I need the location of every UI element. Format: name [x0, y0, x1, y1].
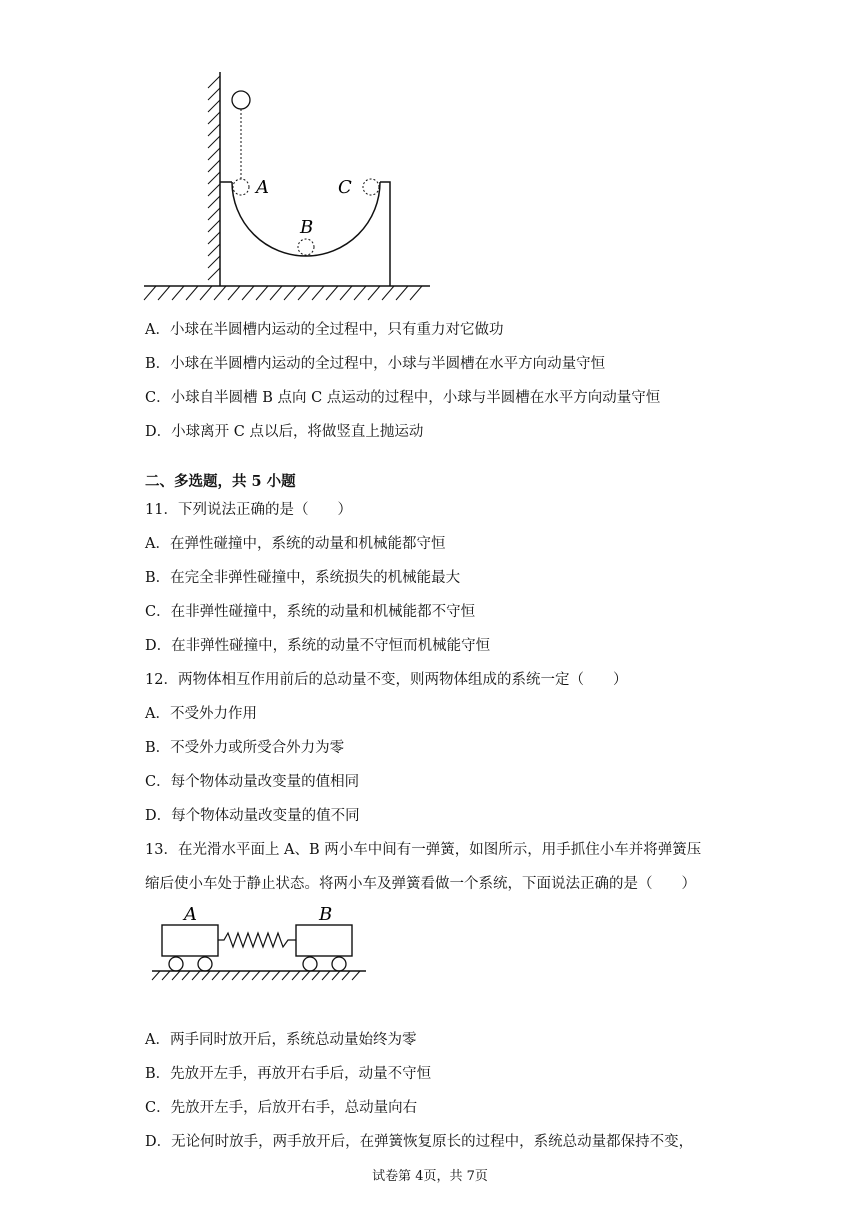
q11-option-b: B．在完全非弹性碰撞中，系统损失的机械能最大 [145, 570, 461, 586]
cart-b-label: B [319, 904, 333, 925]
q12-stem: 12．两物体相互作用前后的总动量不变，则两物体组成的系统一定（ ） [145, 672, 628, 688]
q13-option-b: B．先放开左手，再放开右手后，动量不守恒 [145, 1066, 432, 1082]
wall-hatching [208, 76, 220, 280]
wheel [332, 957, 346, 971]
q13-option-d: D．无论何时放手，两手放开后，在弹簧恢复原长的过程中，系统总动量都保持不变， [145, 1134, 694, 1150]
q13-stem-line1: 13．在光滑水平面上 A、B 两小车中间有一弹簧，如图所示，用手抓住小车并将弹簧压 [145, 842, 702, 858]
groove-figure [140, 70, 440, 305]
ball-position-c [363, 179, 379, 195]
label-c: C [338, 177, 352, 198]
q12-option-d: D．每个物体动量改变量的值不同 [145, 808, 360, 824]
q10-option-c: C．小球自半圆槽 B 点向 C 点运动的过程中，小球与半圆槽在水平方向动量守恒 [145, 390, 661, 406]
q10-option-d: D．小球离开 C 点以后，将做竖直上抛运动 [145, 424, 424, 440]
ball-position-a [233, 179, 249, 195]
carts-figure [148, 898, 373, 984]
q11-option-a: A．在弹性碰撞中，系统的动量和机械能都守恒 [145, 536, 446, 552]
q12-option-a: A．不受外力作用 [145, 706, 257, 722]
q12-option-c: C．每个物体动量改变量的值相同 [145, 774, 360, 790]
q13-option-c: C．先放开左手，后放开右手，总动量向右 [145, 1100, 418, 1116]
q11-stem: 11．下列说法正确的是（ ） [145, 502, 352, 518]
cart-a-label: A [184, 904, 197, 925]
q10-option-a: A．小球在半圆槽内运动的全过程中，只有重力对它做功 [145, 322, 504, 338]
wheel [303, 957, 317, 971]
groove-right-side [380, 182, 390, 286]
cart-a [162, 925, 218, 956]
cart-b [296, 925, 352, 956]
q11-option-c: C．在非弹性碰撞中，系统的动量和机械能都不守恒 [145, 604, 476, 620]
q10-option-b: B．小球在半圆槽内运动的全过程中，小球与半圆槽在水平方向动量守恒 [145, 356, 606, 372]
q11-option-d: D．在非弹性碰撞中，系统的动量不守恒而机械能守恒 [145, 638, 491, 654]
q13-stem-line2: 缩后使小车处于静止状态。将两小车及弹簧看做一个系统，下面说法正确的是（ ） [145, 876, 696, 892]
q13-option-a: A．两手同时放开后，系统总动量始终为零 [145, 1032, 417, 1048]
spring [218, 933, 296, 947]
floor-hatching [152, 971, 360, 980]
label-b: B [300, 217, 314, 238]
label-a: A [256, 177, 269, 198]
page-footer: 试卷第 4页，共 7页 [372, 1169, 488, 1184]
ball [232, 91, 250, 109]
ground-hatching [144, 286, 422, 300]
ball-position-b [298, 239, 314, 255]
wheel [198, 957, 212, 971]
wheel [169, 957, 183, 971]
q12-option-b: B．不受外力或所受合外力为零 [145, 740, 345, 756]
section-heading: 二、多选题，共 5 小题 [145, 473, 296, 490]
